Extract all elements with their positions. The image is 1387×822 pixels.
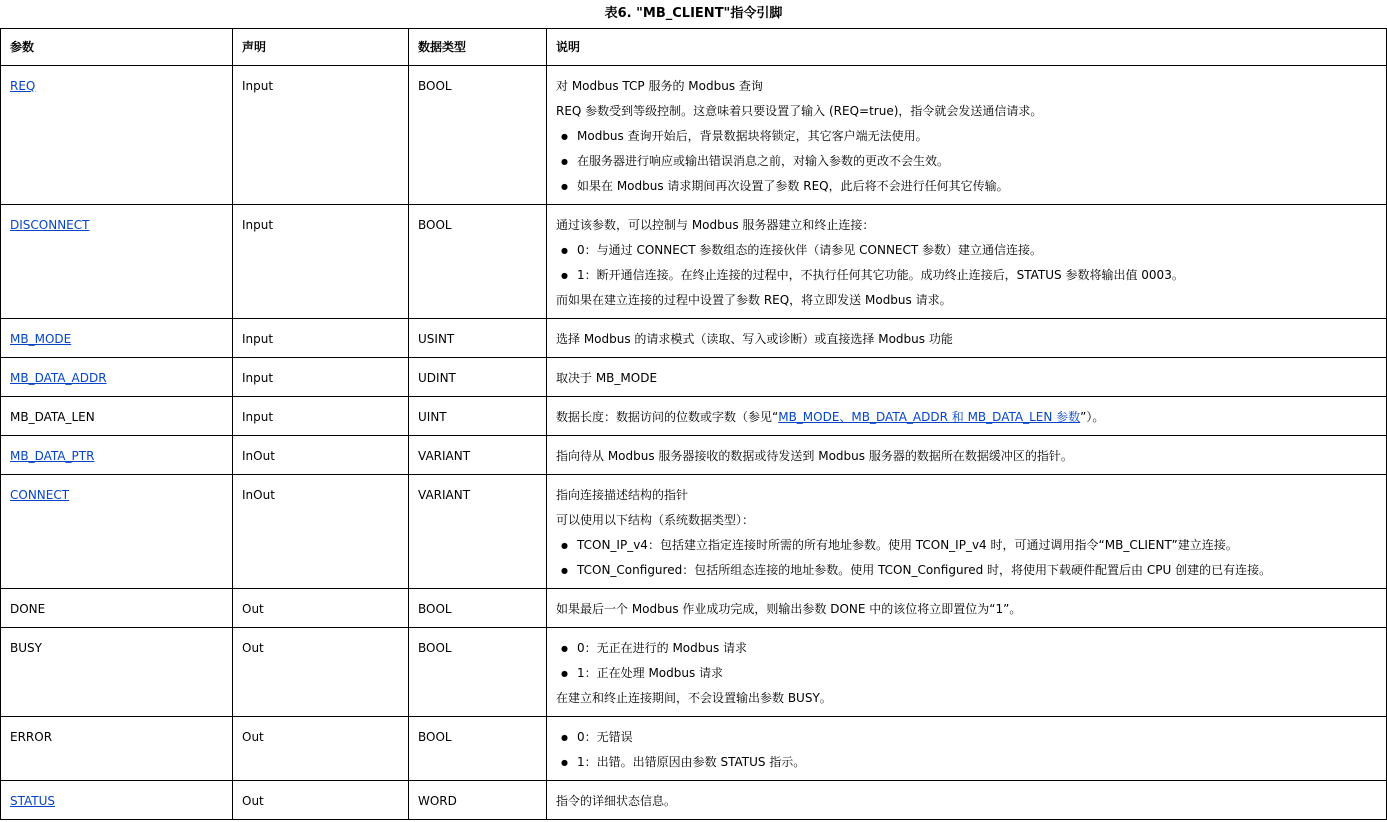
param-link[interactable]: REQ [10,79,36,93]
declaration-cell: Out [233,717,409,781]
data-type-cell: VARIANT [409,475,547,589]
bullet-item: ● 在服务器进行响应或输出错误消息之前，对输入参数的更改不会生效。 [556,149,1377,174]
bullet-item: ● 1：断开通信连接。在终止连接的过程中，不执行任何其它功能。成功终止连接后，STATUS 参数将输出值 0003。 [556,263,1377,288]
header-description: 说明 [547,29,1387,66]
param-name: DONE [10,602,46,616]
declaration-cell: Input [233,397,409,436]
data-type-cell: BOOL [409,628,547,717]
description-text: 取决于 MB_MODE [556,371,658,385]
bullet-item: ● TCON_Configured：包括所组态连接的地址参数。使用 TCON_Configured 时，将使用下载硬件配置后由 CPU 创建的已有连接。 [556,558,1377,583]
description-text: 可以使用以下结构（系统数据类型）： [556,513,755,527]
description-text-suffix: ”）。 [1080,410,1105,424]
declaration-cell: Input [233,66,409,205]
bullet-item: ● 0：与通过 CONNECT 参数组态的连接伙伴（请参见 CONNECT 参数）建立通信连接。 [556,238,1377,263]
bullet-item: ● 如果在 Modbus 请求期间再次设置了参数 REQ，此后将不会进行任何其它传输。 [556,174,1377,199]
bullet-list [556,533,1377,583]
param-link[interactable]: MB_DATA_ADDR [10,371,107,385]
description-text: 如果最后一个 Modbus 作业成功完成，则输出参数 DONE 中的该位将立即置位为“1”。 [556,602,1022,616]
data-type-cell: VARIANT [409,436,547,475]
param-name: ERROR [10,730,53,744]
param-cell [1,436,233,475]
bullet-list [556,124,1377,199]
description-cell [547,358,1387,397]
table-row [1,205,1387,319]
bullet-item: ● 1：正在处理 Modbus 请求 [556,661,1377,686]
param-cell [1,397,233,436]
bullet-item: ● 0：无正在进行的 Modbus 请求 [556,636,1377,661]
param-cell [1,589,233,628]
description-cell [547,781,1387,820]
param-link[interactable]: MB_DATA_PTR [10,449,95,463]
description-text-prefix: 数据长度：数据访问的位数或字数（参见“ [556,410,779,424]
description-cell [547,436,1387,475]
table-row [1,436,1387,475]
declaration-cell: InOut [233,436,409,475]
description-text: 指向连接描述结构的指针 [556,488,689,502]
description-text: REQ 参数受到等级控制。这意味着只要设置了输入 (REQ=true)，指令就会发送通信请求。 [556,104,1043,118]
header-row [1,29,1387,66]
description-text: 指向待从 Modbus 服务器接收的数据或待发送到 Modbus 服务器的数据所在数据缓冲区的指针。 [556,449,1073,463]
params-table [0,28,1387,820]
param-link[interactable]: DISCONNECT [10,218,90,232]
param-link[interactable]: STATUS [10,794,56,808]
data-type-cell: UINT [409,397,547,436]
description-text: 指令的详细状态信息。 [556,794,677,808]
description-cell [547,475,1387,589]
data-type-cell: BOOL [409,717,547,781]
data-type-cell: BOOL [409,205,547,319]
table-row [1,628,1387,717]
data-type-cell: BOOL [409,66,547,205]
description-cell [547,589,1387,628]
data-type-cell: BOOL [409,589,547,628]
declaration-cell: InOut [233,475,409,589]
header-declaration: 声明 [233,29,409,66]
description-text [556,405,1377,430]
description-cell [547,66,1387,205]
header-data-type: 数据类型 [409,29,547,66]
declaration-cell: Out [233,628,409,717]
bullet-list [556,725,1377,775]
table-row [1,66,1387,205]
data-type-cell: WORD [409,781,547,820]
description-text: 对 Modbus TCP 服务的 Modbus 查询 [556,79,763,93]
table-row [1,475,1387,589]
param-name: MB_DATA_LEN [10,410,95,424]
table-row [1,717,1387,781]
param-cell [1,717,233,781]
table-row [1,319,1387,358]
table-row [1,358,1387,397]
declaration-cell: Out [233,589,409,628]
declaration-cell: Input [233,358,409,397]
description-text: 而如果在建立连接的过程中设置了参数 REQ，将立即发送 Modbus 请求。 [556,293,952,307]
param-cell [1,475,233,589]
table-row [1,397,1387,436]
param-cell [1,205,233,319]
param-link[interactable]: CONNECT [10,488,70,502]
description-text: 在建立和终止连接期间，不会设置输出参数 BUSY。 [556,691,832,705]
bullet-item: ● 0：无错误 [556,725,1377,750]
reference-link[interactable]: MB_MODE、MB_DATA_ADDR 和 MB_DATA_LEN 参数 [778,410,1081,424]
bullet-item: ● Modbus 查询开始后，背景数据块将锁定，其它客户端无法使用。 [556,124,1377,149]
data-type-cell: UDINT [409,358,547,397]
description-cell [547,319,1387,358]
declaration-cell: Out [233,781,409,820]
description-text: 选择 Modbus 的请求模式（读取、写入或诊断）或直接选择 Modbus 功能 [556,332,953,346]
param-cell [1,319,233,358]
param-cell [1,66,233,205]
table-row [1,781,1387,820]
param-name: BUSY [10,641,42,655]
declaration-cell: Input [233,319,409,358]
bullet-list [556,238,1377,288]
description-cell [547,628,1387,717]
declaration-cell: Input [233,205,409,319]
param-cell [1,358,233,397]
data-type-cell: USINT [409,319,547,358]
param-link[interactable]: MB_MODE [10,332,72,346]
table-caption: 表6. "MB_CLIENT"指令引脚 [604,6,783,21]
header-param: 参数 [1,29,233,66]
bullet-list [556,636,1377,686]
description-cell [547,717,1387,781]
table-row [1,589,1387,628]
param-cell [1,781,233,820]
param-cell [1,628,233,717]
description-text: 通过该参数，可以控制与 Modbus 服务器建立和终止连接： [556,218,875,232]
bullet-item: ● TCON_IP_v4：包括建立指定连接时所需的所有地址参数。使用 TCON_IP_v4 时，可通过调用指令“MB_CLIENT”建立连接。 [556,533,1377,558]
description-cell [547,205,1387,319]
description-cell [547,397,1387,436]
bullet-item: ● 1：出错。出错原因由参数 STATUS 指示。 [556,750,1377,775]
